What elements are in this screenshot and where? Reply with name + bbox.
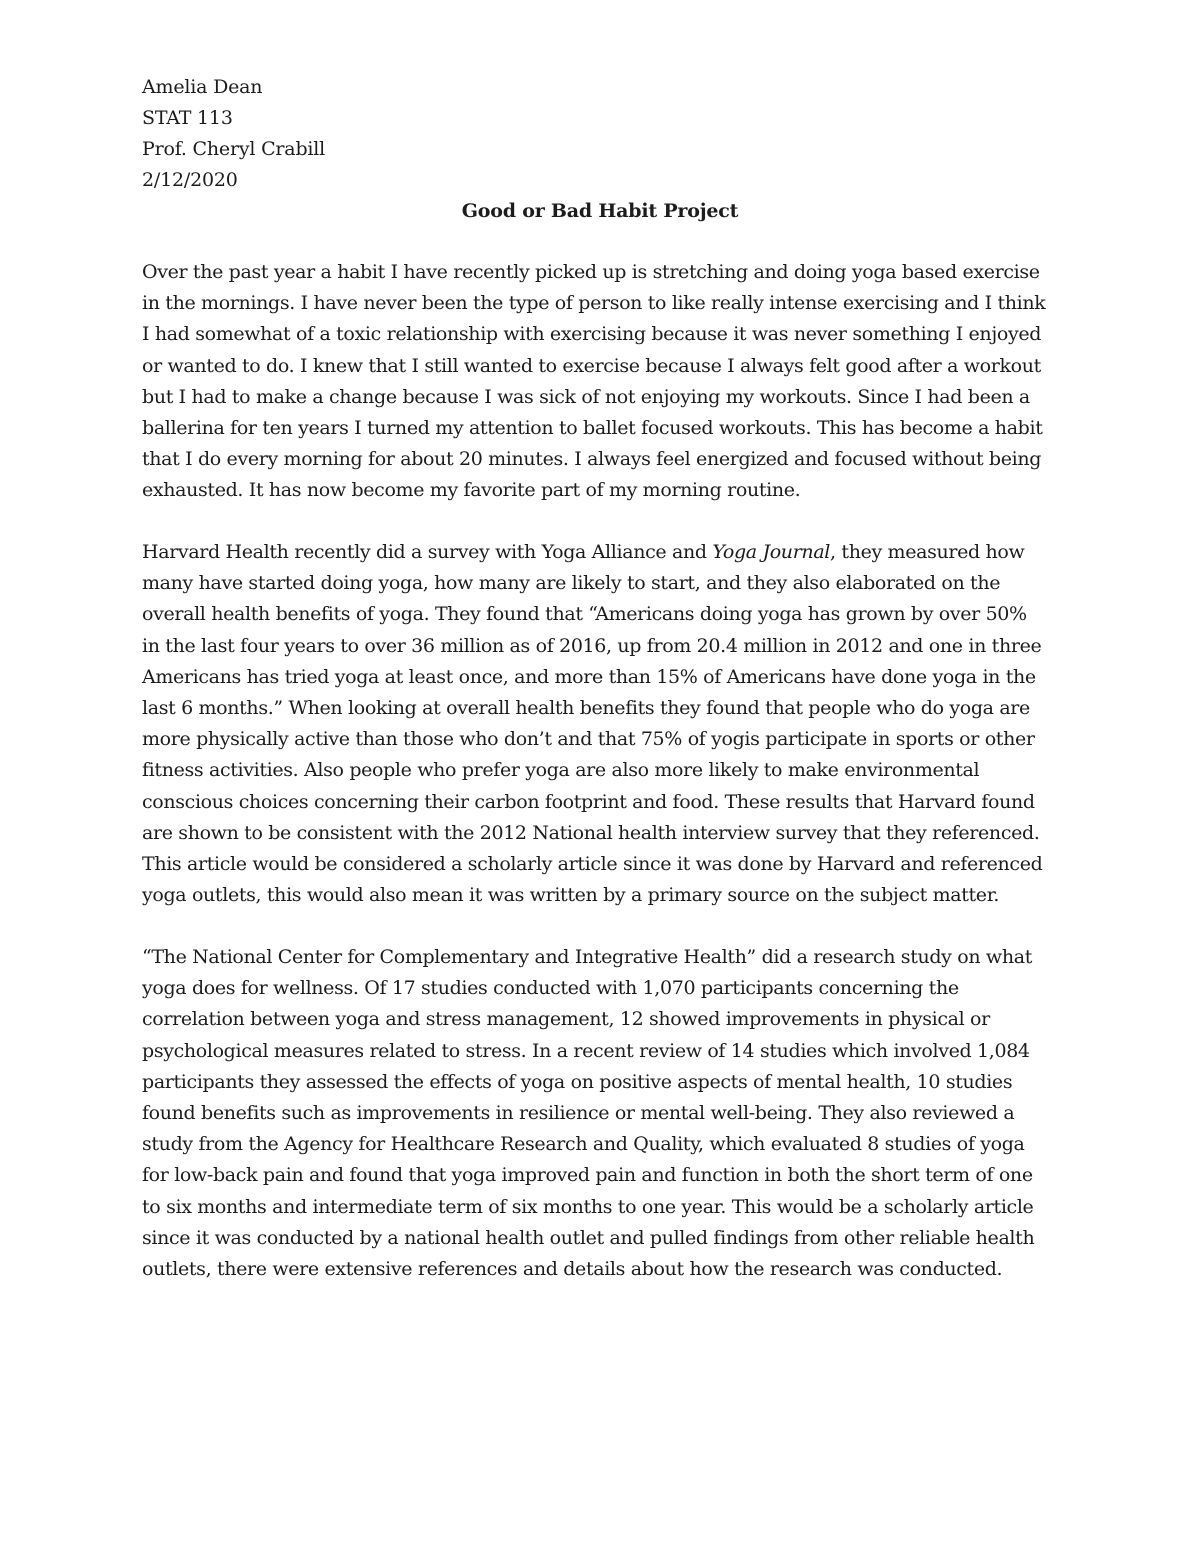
paragraph-line: “The National Center for Complementary and Integrative Health” did a research study on what (142, 946, 1032, 968)
paragraph-line: yoga outlets, this would also mean it was written by a primary source on the subject matter. (142, 884, 1000, 907)
paragraph-line: Americans has tried yoga at least once, and more than 15% of Americans have done yoga in the (142, 665, 1036, 688)
paragraph-text: Harvard Health recently did a survey with Yoga Alliance and (142, 541, 713, 563)
paragraph-line: Over the past year a habit I have recently picked up is stretching and doing yoga based exercise (142, 261, 1040, 283)
paragraph-harvard-survey (142, 537, 1072, 911)
paragraph-line: outlets, there were extensive references and details about how the research was conducted. (142, 1258, 1003, 1281)
course-name: STAT 113 (142, 107, 233, 129)
paragraph-line: This article would be considered a scholarly article since it was done by Harvard and referenced (142, 853, 1043, 876)
paragraph-line: yoga does for wellness. Of 17 studies conducted with 1,070 participants concerning the (142, 977, 959, 1000)
author-name: Amelia Dean (142, 76, 263, 98)
paragraph-line: correlation between yoga and stress management, 12 showed improvements in physical or (142, 1008, 990, 1031)
paragraph-habit (142, 257, 1072, 507)
paragraph-line: ballerina for ten years I turned my attention to ballet focused workouts. This has become a habit (142, 417, 1043, 440)
paragraph-line: conscious choices concerning their carbon footprint and food. These results that Harvard found (142, 790, 1035, 813)
paragraph-line: psychological measures related to stress. In a recent review of 14 studies which involved 1,084 (142, 1039, 1030, 1062)
journal-title: Yoga Journal (712, 541, 831, 563)
document-date: 2/12/2020 (142, 169, 238, 191)
header-block (142, 72, 1042, 196)
paragraph-line: to six months and intermediate term of six months to one year. This would be a scholarly article (142, 1195, 1034, 1218)
paragraph-line: or wanted to do. I knew that I still wanted to exercise because I always felt good after a workout (142, 354, 1041, 377)
paragraph-line: since it was conducted by a national health outlet and pulled findings from other reliable health (142, 1226, 1035, 1249)
paragraph-nccih-study (142, 942, 1072, 1285)
paragraph-line: last 6 months.” When looking at overall health benefits they found that people who do yoga are (142, 697, 1030, 720)
paragraph-line: more physically active than those who don’t and that 75% of yogis participate in sports or other (142, 728, 1035, 751)
document-title: Good or Bad Habit Project (461, 200, 739, 222)
paragraph-line: fitness activities. Also people who prefer yoga are also more likely to make environmental (142, 759, 980, 782)
paragraph-line: in the mornings. I have never been the type of person to like really intense exercising and I think (142, 292, 1046, 315)
paragraph-line: are shown to be consistent with the 2012 National health interview survey that they referenced. (142, 821, 1040, 844)
paragraph-line: found benefits such as improvements in resilience or mental well-being. They also reviewed a (142, 1102, 1015, 1125)
paragraph-line: I had somewhat of a toxic relationship with exercising because it was never something I enjoyed (142, 323, 1042, 346)
paragraph-line: that I do every morning for about 20 minutes. I always feel energized and focused without being (142, 448, 1042, 471)
paragraph-line: for low-back pain and found that yoga improved pain and function in both the short term of one (142, 1164, 1033, 1187)
paragraph-line (142, 537, 1072, 568)
paragraph-line: exhausted. It has now become my favorite part of my morning routine. (142, 479, 801, 502)
paragraph-line: but I had to make a change because I was sick of not enjoying my workouts. Since I had been a (142, 385, 1030, 408)
paragraph-text: , they measured how (830, 541, 1025, 563)
paragraph-line: overall health benefits of yoga. They found that “Americans doing yoga has grown by over 50% (142, 603, 1027, 626)
paragraph-line: many have started doing yoga, how many are likely to start, and they also elaborated on the (142, 572, 1001, 595)
professor-name: Prof. Cheryl Crabill (142, 138, 326, 160)
paragraph-line: study from the Agency for Healthcare Research and Quality, which evaluated 8 studies of yoga (142, 1133, 1025, 1156)
paragraph-line: in the last four years to over 36 million as of 2016, up from 20.4 million in 2012 and one in three (142, 634, 1042, 657)
paragraph-line: participants they assessed the effects of yoga on positive aspects of mental health, 10 studies (142, 1070, 1013, 1093)
